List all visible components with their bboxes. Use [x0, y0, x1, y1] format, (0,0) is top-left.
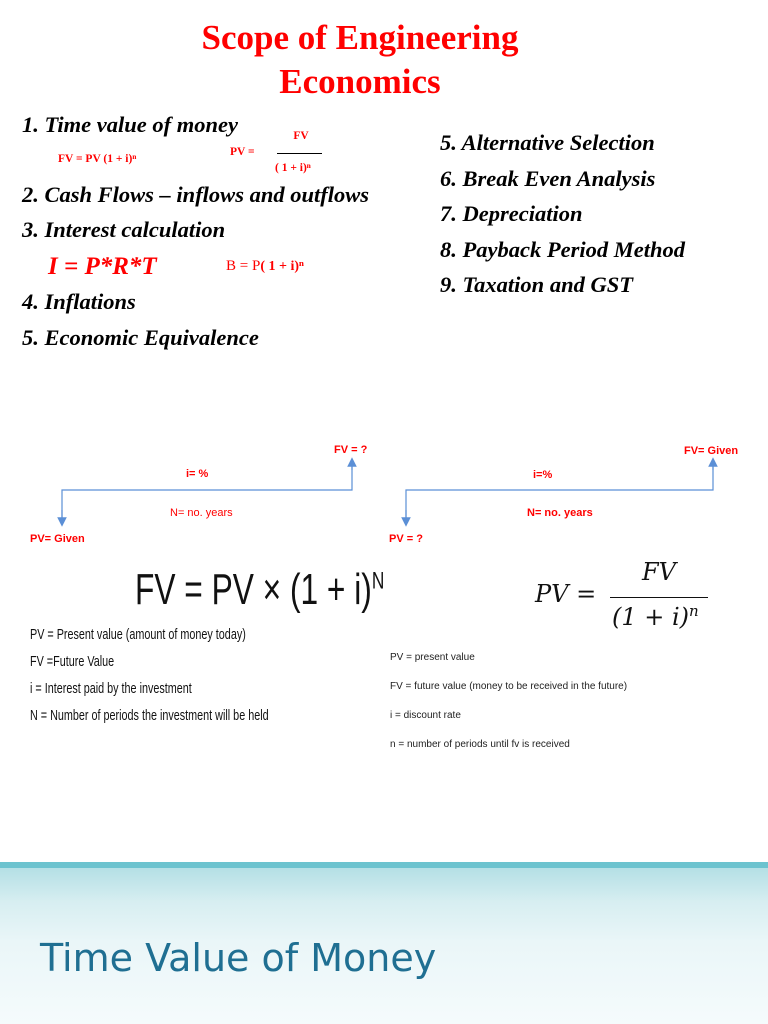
- compound-formula-rest: ( 1 + i)ⁿ: [260, 259, 304, 274]
- list-item-cash-flows: 2. Cash Flows – inflows and outflows: [22, 182, 369, 207]
- title-line-2: Economics: [279, 62, 441, 101]
- page-title: [0, 16, 720, 104]
- simple-interest-formula: I = P*R*T: [48, 253, 157, 280]
- compound-formula-prefix: B = P: [226, 258, 261, 274]
- list-item: 6. Break Even Analysis: [440, 165, 656, 191]
- right-list: [440, 130, 685, 308]
- list-item-inflations: 4. Inflations: [22, 289, 136, 314]
- list-item: 7. Depreciation: [440, 201, 583, 226]
- right-pv-label: PV = ?: [389, 533, 423, 545]
- definition-line: FV =Future Value: [30, 653, 115, 670]
- compound-formula: [226, 258, 304, 275]
- pv-formula-large-numerator: FV: [642, 558, 676, 586]
- right-n-label: N= no. years: [527, 507, 593, 519]
- pv-formula-large-denominator: [612, 602, 699, 631]
- right-definitions: [390, 652, 627, 768]
- right-fv-label: FV= Given: [684, 445, 739, 457]
- fv-formula-exponent: N: [371, 567, 385, 595]
- right-rate-label: i=%: [533, 469, 553, 481]
- definition-line: i = discount rate: [390, 710, 461, 721]
- definition-line: PV = Present value (amount of money today): [30, 626, 246, 643]
- list-item-time-value: 1. Time value of money: [22, 112, 238, 137]
- fv-formula-large: [135, 565, 384, 615]
- list-item-economic-equivalence: 5. Economic Equivalence: [22, 325, 259, 350]
- pv-formula-large-fraction-bar: [610, 597, 708, 598]
- left-fv-label: FV = ?: [334, 444, 368, 456]
- pv-formula-large-den-exp: n: [689, 602, 699, 620]
- left-pv-label: PV= Given: [30, 533, 85, 545]
- list-item: 8. Payback Period Method: [440, 236, 685, 262]
- fv-formula-lhs: FV = PV × (1 + i): [135, 565, 372, 614]
- list-item: 9. Taxation and GST: [440, 272, 633, 297]
- left-definitions: [30, 626, 361, 734]
- pv-formula-denominator: ( 1 + i)ⁿ: [275, 162, 311, 174]
- fv-formula-small: FV = PV (1 + i)ⁿ: [58, 153, 137, 165]
- left-n-label: N= no. years: [170, 507, 233, 519]
- pv-formula-label: PV =: [230, 146, 255, 158]
- title-line-1: Scope of Engineering: [201, 18, 519, 57]
- pv-formula-large-den-base: (1 + i): [612, 603, 690, 631]
- definition-line: N = Number of periods the investment will be held: [30, 707, 269, 724]
- banner-title: Time Value of Money: [40, 936, 437, 980]
- section-banner: [0, 862, 768, 1024]
- list-item: 5. Alternative Selection: [440, 130, 655, 155]
- banner-top-stripe: [0, 862, 768, 868]
- definition-line: i = Interest paid by the investment: [30, 680, 192, 697]
- left-timeline-diagram: [0, 440, 380, 540]
- definition-line: FV = future value (money to be received in the future): [390, 681, 628, 692]
- pv-formula-large-lhs: PV =: [535, 580, 597, 608]
- list-item-interest-calculation: 3. Interest calculation: [22, 217, 226, 242]
- left-rate-label: i= %: [186, 468, 209, 480]
- definition-line: n = number of periods until fv is received: [390, 739, 570, 750]
- pv-formula-numerator: FV: [293, 130, 309, 142]
- definition-line: PV = present value: [390, 652, 475, 663]
- pv-formula-fraction-bar: [277, 153, 322, 154]
